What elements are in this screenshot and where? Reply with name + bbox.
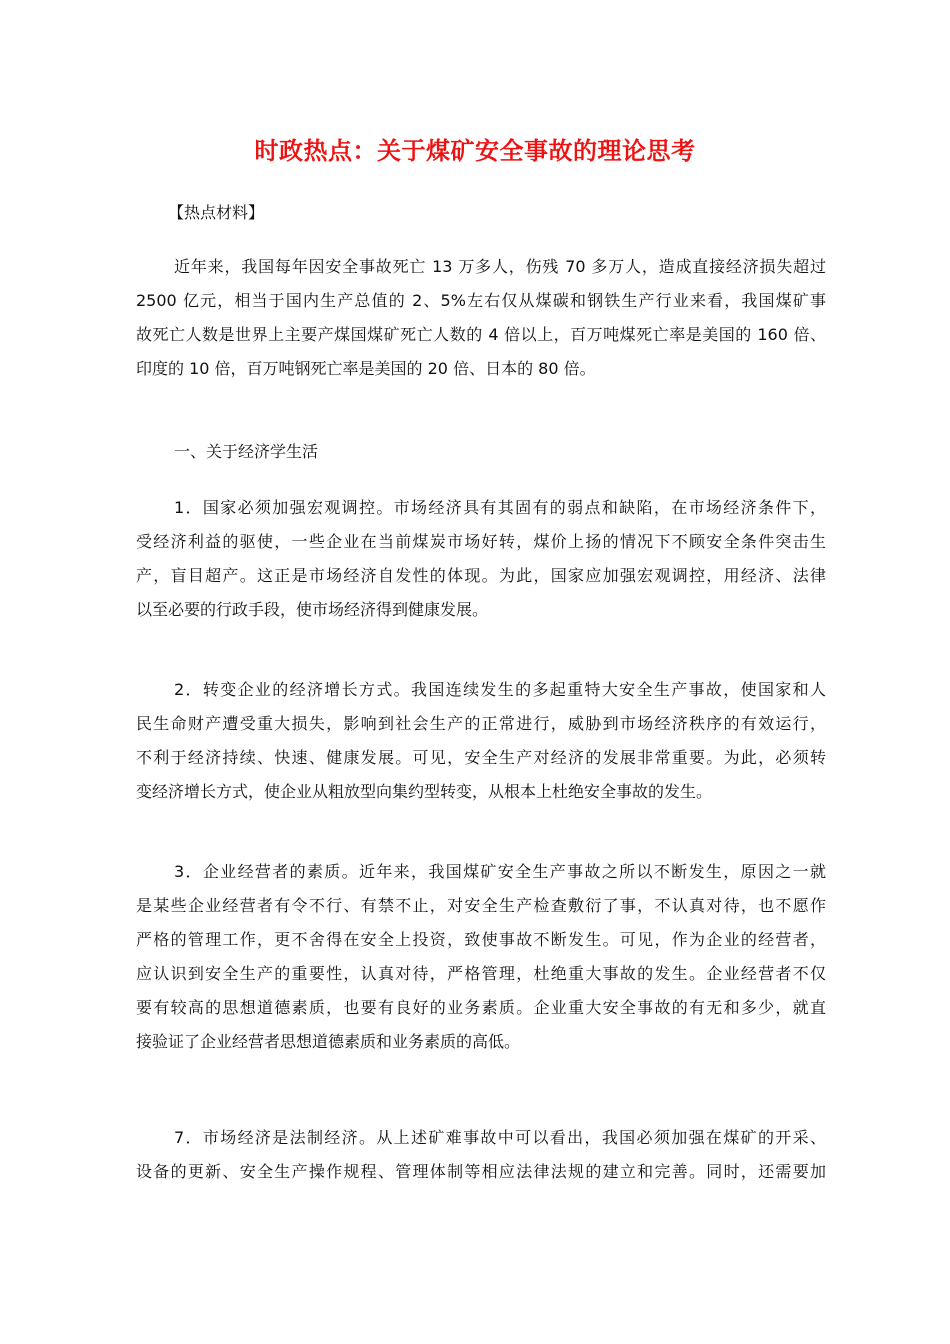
- intro-paragraph: [136, 250, 826, 386]
- paragraph-line: 受经济利益的驱使，一些企业在当前煤炭市场好转，煤价上扬的情况下不顾安全条件突击生: [136, 532, 826, 551]
- paragraph-line: 不利于经济持续、快速、健康发展。可见，安全生产对经济的发展非常重要。为此，必须转: [136, 748, 826, 767]
- point-paragraph-2: [136, 673, 826, 809]
- paragraph-line: 是某些企业经营者有令不行、有禁不止，对安全生产检查敷衍了事，不认真对待，也不愿作: [136, 896, 826, 915]
- intro-line: 故死亡人数是世界上主要产煤国煤矿死亡人数的 4 倍以上，百万吨煤死亡率是美国的 160 倍、: [136, 325, 826, 344]
- paragraph-line: 2．转变企业的经济增长方式。我国连续发生的多起重特大安全生产事故，使国家和人: [174, 680, 826, 699]
- section-heading: 一、关于经济学生活: [174, 442, 319, 461]
- paragraph-line: 要有较高的思想道德素质，也要有良好的业务素质。企业重大安全事故的有无和多少，就直: [136, 998, 826, 1017]
- point-paragraph-1: [136, 491, 826, 627]
- point-paragraph-7: [136, 1121, 826, 1189]
- intro-line: 印度的 10 倍，百万吨钢死亡率是美国的 20 倍、日本的 80 倍。: [136, 359, 596, 378]
- paragraph-line: 民生命财产遭受重大损失，影响到社会生产的正常进行，威胁到市场经济秩序的有效运行，: [136, 714, 826, 733]
- paragraph-line: 应认识到安全生产的重要性，认真对待，严格管理，杜绝重大事故的发生。企业经营者不仅: [136, 964, 826, 983]
- point-paragraph-3: [136, 855, 826, 1059]
- material-label: 【热点材料】: [168, 203, 265, 222]
- intro-line: 2500 亿元，相当于国内生产总值的 2、5%左右仅从煤碳和钢铁生产行业来看，我国煤矿事: [136, 291, 826, 310]
- paragraph-line: 产，盲目超产。这正是市场经济自发性的体现。为此，国家应加强宏观调控，用经济、法律: [136, 566, 826, 585]
- paragraph-line: 3．企业经营者的素质。近年来，我国煤矿安全生产事故之所以不断发生，原因之一就: [174, 862, 826, 881]
- paragraph-line: 7．市场经济是法制经济。从上述矿难事故中可以看出，我国必须加强在煤矿的开采、: [174, 1128, 826, 1147]
- paragraph-line: 变经济增长方式，使企业从粗放型向集约型转变，从根本上杜绝安全事故的发生。: [136, 782, 713, 801]
- paragraph-line: 以至必要的行政手段，使市场经济得到健康发展。: [136, 600, 489, 619]
- document-title: 时政热点：关于煤矿安全事故的理论思考: [254, 137, 696, 165]
- intro-line: 近年来，我国每年因安全事故死亡 13 万多人，伤残 70 多万人，造成直接经济损失超过: [174, 257, 826, 276]
- paragraph-line: 设备的更新、安全生产操作规程、管理体制等相应法律法规的建立和完善。同时，还需要加: [136, 1162, 826, 1181]
- paragraph-line: 1．国家必须加强宏观调控。市场经济具有其固有的弱点和缺陷，在市场经济条件下，: [174, 498, 826, 517]
- paragraph-line: 严格的管理工作，更不舍得在安全上投资，致使事故不断发生。可见，作为企业的经营者，: [136, 930, 826, 949]
- paragraph-line: 接验证了企业经营者思想道德素质和业务素质的高低。: [136, 1032, 521, 1051]
